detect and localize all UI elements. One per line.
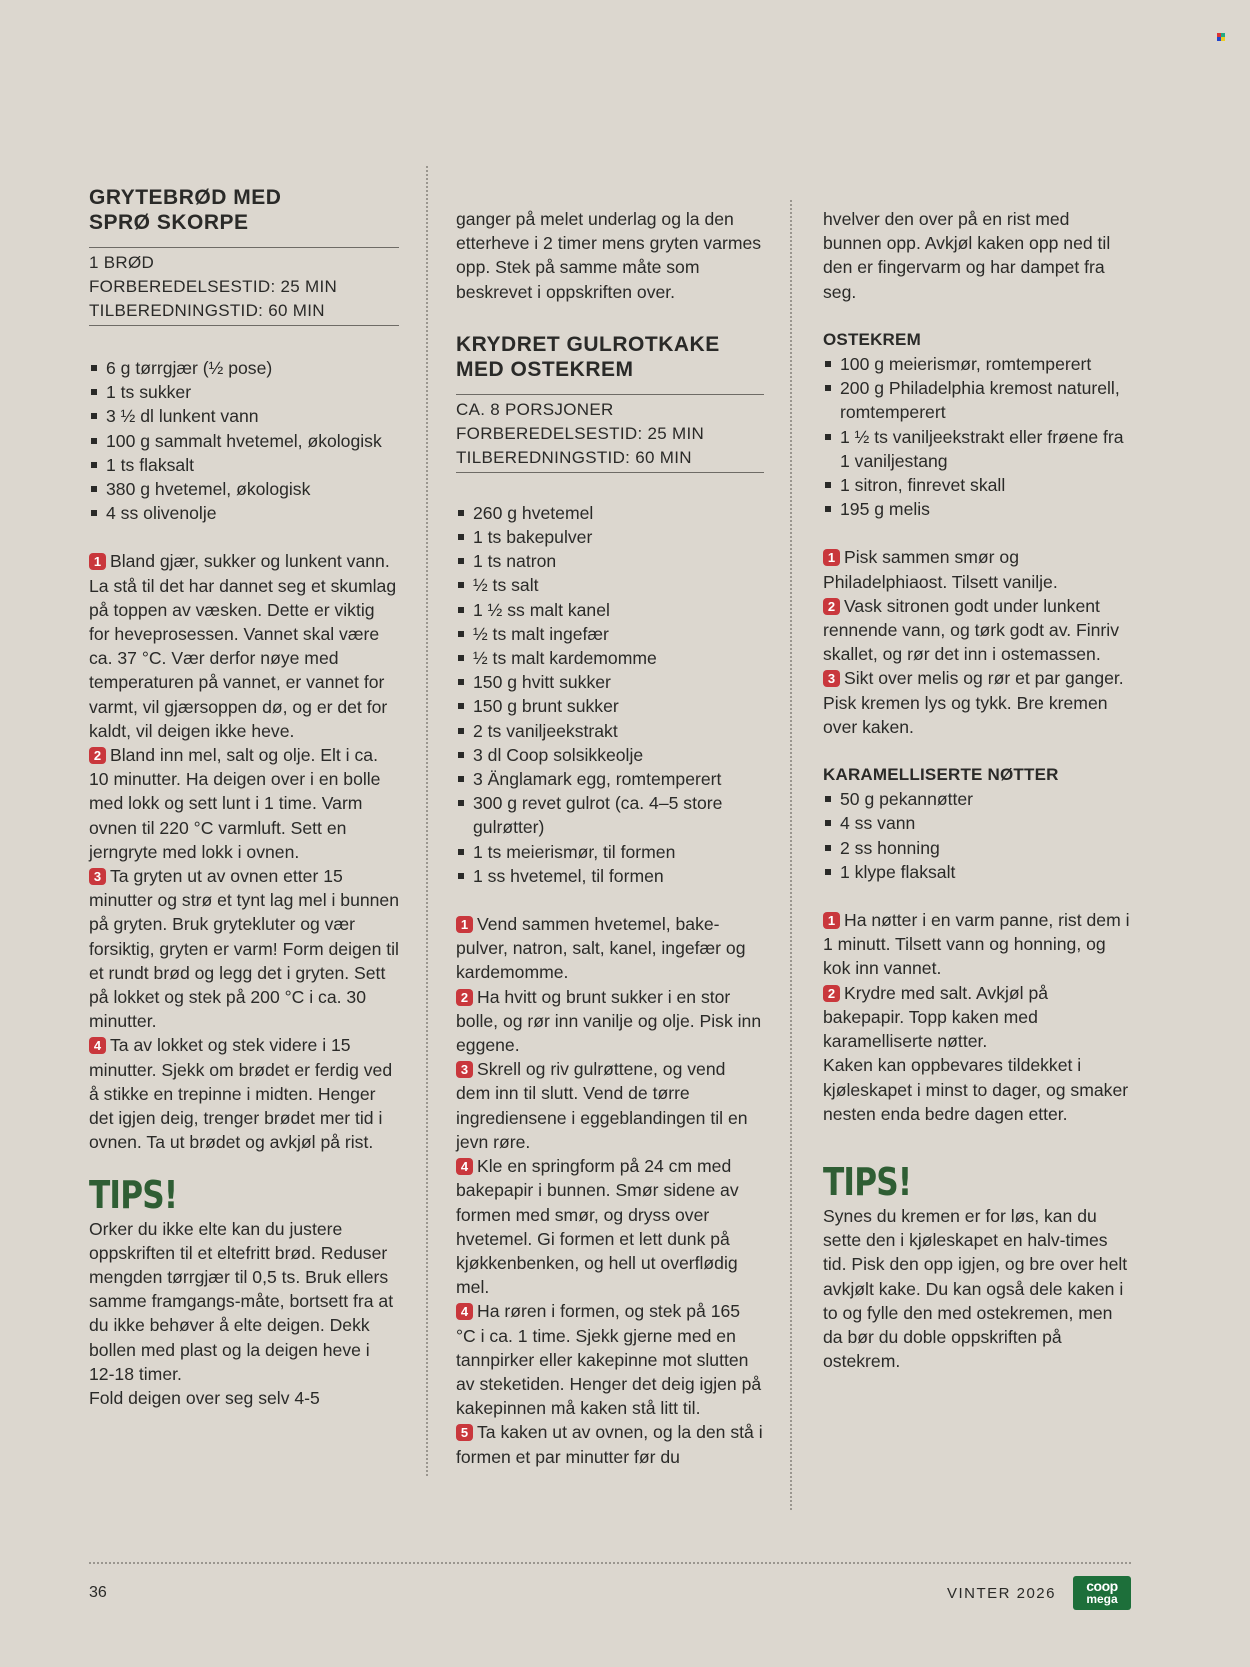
ingredient: 100 g sammalt hvetemel, økologisk	[89, 429, 399, 453]
ingredient: 1 ½ ts vaniljeekstrakt eller frøene fra 1 vaniljestang	[823, 425, 1133, 473]
step-text: Ha røren i formen, og stek på 165 °C i ca. 1 time. Sjekk gjerne med en tannpirker eller kakepinne mot slutten av steketiden. Henger det deig igjen på kakepinnen må kaken stå litt til.	[456, 1301, 762, 1419]
step-number: 1	[823, 549, 840, 566]
footer-divider	[89, 1562, 1131, 1564]
step-text: Bland gjær, sukker og lunkent vann. La stå til det har dannet seg et skumlag på toppen av væsken. Dette er viktig for heveprosessen. Vannet skal være ca. 37 °C. Vær derfor nøye med temperaturen på vannet, er vannet for varmt, vil gjærsoppen dø, og er det for kaldt, vil deigen ikke heve.	[89, 551, 397, 741]
step	[456, 1299, 764, 1420]
steps	[89, 549, 399, 1154]
ingredient: 4 ss vann	[823, 811, 1133, 835]
recipe-title-line1: KRYDRET GULROTKAKE	[456, 332, 720, 356]
step	[456, 1154, 764, 1299]
step	[456, 1057, 764, 1154]
ingredient-list	[89, 356, 399, 525]
issue-label: VINTER 2026	[946, 1585, 1056, 1602]
ingredient: 100 g meierismør, romtemperert	[823, 352, 1133, 376]
cook-time: TILBEREDNINGSTID: 60 MIN	[89, 301, 325, 320]
step-number: 3	[823, 670, 840, 687]
step-text: Kle en springform på 24 cm med bakepapir i bunnen. Smør sidene av formen med smør, og dryss over hvetemel. Gi formen et lett dunk på kjøkkenbenken, og hell ut overflødig mel.	[456, 1156, 739, 1298]
ingredient: 50 g pekannøtter	[823, 787, 1133, 811]
ingredient: 1 sitron, finrevet skall	[823, 473, 1133, 497]
recipe-title-line2: SPRØ SKORPE	[89, 211, 249, 234]
step-text: Ta kaken ut av ovnen, og la den stå i formen et par minutter før du	[456, 1422, 763, 1467]
recipe-meta	[89, 247, 399, 326]
ingredient: 150 g hvitt sukker	[456, 670, 764, 694]
ingredient: 1 klype flaksalt	[823, 860, 1133, 884]
step-text: Ta av lokket og stek videre i 15 minutter. Sjekk om brødet er ferdig ved å stikke en trepinne i midten. Henger det igjen deig, trenger brødet mer tid i ovnen. Ta ut brødet og avkjøl på rist.	[89, 1035, 393, 1153]
step	[823, 545, 1133, 593]
column-divider-left	[426, 166, 428, 1476]
recipe-title	[89, 185, 399, 235]
ingredient: 150 g brunt sukker	[456, 694, 764, 718]
ingredient: ½ ts salt	[456, 573, 764, 597]
storage-note: Kaken kan oppbevares tildekket i kjøleskapet i minst to dager, og smaker nesten enda bedre dagen etter.	[823, 1055, 1129, 1124]
ingredient-list	[823, 787, 1133, 884]
logo-top-text: coop	[1086, 1578, 1118, 1594]
step-number: 4	[89, 1037, 106, 1054]
step-number: 4	[456, 1303, 473, 1320]
step-number: 1	[823, 912, 840, 929]
steps	[823, 908, 1133, 1053]
ingredient: 3 Änglamark egg, romtemperert	[456, 767, 764, 791]
step-number: 2	[456, 989, 473, 1006]
step	[89, 743, 399, 864]
step-text: Krydre med salt. Avkjøl på bakepapir. Topp kaken med karamelliserte nøtter.	[823, 982, 1049, 1052]
tips-label: TIPS!	[823, 1159, 912, 1204]
ingredient: ½ ts malt ingefær	[456, 622, 764, 646]
ingredient: ½ ts malt kardemomme	[456, 646, 764, 670]
step-number: 2	[823, 598, 840, 615]
step	[456, 912, 764, 985]
column-1	[89, 185, 399, 1410]
step-number: 2	[89, 747, 106, 764]
logo-bottom-text: mega	[1086, 1592, 1118, 1606]
tips-label: TIPS!	[89, 1172, 178, 1217]
ingredient: 1 ts natron	[456, 549, 764, 573]
step-text: Bland inn mel, salt og olje. Elt i ca. 10 minutter. Ha deigen over i en bolle med lokk og sett lunt i 1 time. Varm ovnen til 220 °C varmluft. Sett en jerngryte med lokk i ovnen.	[89, 745, 381, 862]
ingredient: 3 ½ dl lunkent vann	[89, 404, 399, 428]
ingredient: 6 g tørrgjær (½ pose)	[89, 356, 399, 380]
ingredient: 260 g hvetemel	[456, 501, 764, 525]
step	[89, 864, 399, 1033]
ingredient: 1 ½ ss malt kanel	[456, 598, 764, 622]
step	[456, 985, 764, 1058]
step-number: 3	[456, 1061, 473, 1078]
tips-text: Orker du ikke elte kan du justere oppskriften til et eltefritt brød. Reduser mengden tørrgjær til 0,5 ts. Bruk ellers samme framgangs-måte, bortsett fra at du ikke behøver å elte deigen. Dekk bollen med plast og la deigen heve i 12-18 timer.	[89, 1218, 394, 1384]
tips-text-continued: Fold deigen over seg selv 4-5	[89, 1387, 320, 1408]
step-number: 3	[89, 868, 106, 885]
column-2	[456, 207, 764, 1469]
step	[89, 1033, 399, 1154]
step	[89, 549, 399, 743]
column-3	[823, 207, 1133, 1373]
step-text: Sikt over melis og rør et par ganger. Pisk kremen lys og tykk. Bre kremen over kaken.	[823, 668, 1124, 737]
cook-time: TILBEREDNINGSTID: 60 MIN	[456, 447, 692, 467]
ostekrem-section	[823, 328, 1133, 739]
step-text: Vend sammen hvetemel, bake-pulver, natron, salt, kanel, ingefær og kardemomme.	[456, 914, 746, 983]
step-text: Ha hvitt og brunt sukker i en stor bolle, og rør inn vanilje og olje. Pisk inn eggene.	[456, 986, 762, 1056]
ingredient: 195 g melis	[823, 497, 1133, 521]
step-text: Skrell og riv gulrøttene, og vend dem inn til slutt. Vend de tørre ingrediensene i eggeblandingen til en jevn røre.	[456, 1059, 748, 1152]
ingredient: 380 g hvetemel, økologisk	[89, 477, 399, 501]
yield: CA. 8 PORSJONER	[456, 399, 614, 419]
recipe-title-line2: MED OSTEKREM	[456, 357, 634, 381]
ingredient: 2 ss honning	[823, 836, 1133, 860]
ingredient: 300 g revet gulrot (ca. 4–5 store gulrøtter)	[456, 791, 764, 839]
recipe-title-line1: GRYTEBRØD MED	[89, 186, 282, 209]
ingredient: 2 ts vaniljeekstrakt	[456, 719, 764, 743]
step	[823, 594, 1133, 667]
step	[823, 666, 1133, 739]
ingredient-list	[456, 501, 764, 888]
step-number: 1	[89, 553, 106, 570]
steps	[823, 545, 1133, 739]
ingredient: 1 ts bakepulver	[456, 525, 764, 549]
section-heading: OSTEKREM	[823, 329, 921, 349]
steps	[456, 912, 764, 1469]
continued-text: hvelver den over på en rist med bunnen opp. Avkjøl kaken opp ned til den er fingervarm og har dampet fra seg.	[823, 209, 1111, 302]
step-number: 4	[456, 1158, 473, 1175]
step	[823, 908, 1133, 981]
ingredient: 200 g Philadelphia kremost naturell, romtemperert	[823, 376, 1133, 424]
step	[456, 1420, 764, 1468]
print-mark-icon	[1217, 33, 1225, 41]
prep-time: FORBEREDELSESTID: 25 MIN	[89, 277, 338, 296]
prep-time: FORBEREDELSESTID: 25 MIN	[456, 423, 705, 443]
step-number: 2	[823, 985, 840, 1002]
page-number: 36	[89, 1584, 107, 1601]
notter-section	[823, 763, 1133, 1126]
recipe-meta	[456, 394, 764, 473]
ingredient: 1 ts sukker	[89, 380, 399, 404]
continued-text: ganger på melet underlag og la den etterheve i 2 timer mens gryten varmes opp. Stek på samme måte som beskrevet i oppskriften over.	[456, 209, 762, 302]
ingredient-list	[823, 352, 1133, 521]
step-text: Ta gryten ut av ovnen etter 15 minutter og strø et tynt lag mel i bunnen på gryten. Bruk grytekluter og vær forsiktig, gryten er varm! Form deigen til et rundt brød og legg det i gryten. Sett på lokket og stek på 200 °C i ca. 30 minutter.	[89, 866, 399, 1032]
ingredient: 1 ts flaksalt	[89, 453, 399, 477]
ingredient: 3 dl Coop solsikkeolje	[456, 743, 764, 767]
step	[823, 981, 1133, 1054]
ingredient: 1 ts meierismør, til formen	[456, 840, 764, 864]
tips-text: Synes du kremen er for løs, kan du sette den i kjøleskapet en halv-times tid. Pisk den opp igjen, og bre over helt avkjølt kake. Du kan også dele kaken i to og fylle den med ostekremen, men da bør du doble oppskriften på ostekrem.	[823, 1205, 1128, 1372]
tips-box	[823, 1160, 1133, 1373]
section-heading: KARAMELLISERTE NØTTER	[823, 765, 1059, 785]
ingredient: 4 ss olivenolje	[89, 501, 399, 525]
step-text: Vask sitronen godt under lunkent rennende vann, og tørk godt av. Finriv skallet, og rør det inn i ostemassen.	[823, 595, 1119, 665]
tips-box	[89, 1173, 399, 1411]
coop-mega-logo	[1073, 1576, 1131, 1610]
ingredient: 1 ss hvetemel, til formen	[456, 864, 764, 888]
step-number: 1	[456, 916, 473, 933]
step-text: Ha nøtter i en varm panne, rist dem i 1 minutt. Tilsett vann og honning, og kok inn vannet.	[823, 910, 1130, 979]
column-divider-right	[790, 200, 792, 1510]
yield: 1 BRØD	[89, 253, 155, 272]
step-number: 5	[456, 1424, 473, 1441]
step-text: Pisk sammen smør og Philadelphiaost. Tilsett vanilje.	[823, 547, 1058, 592]
recipe-title	[456, 332, 764, 382]
